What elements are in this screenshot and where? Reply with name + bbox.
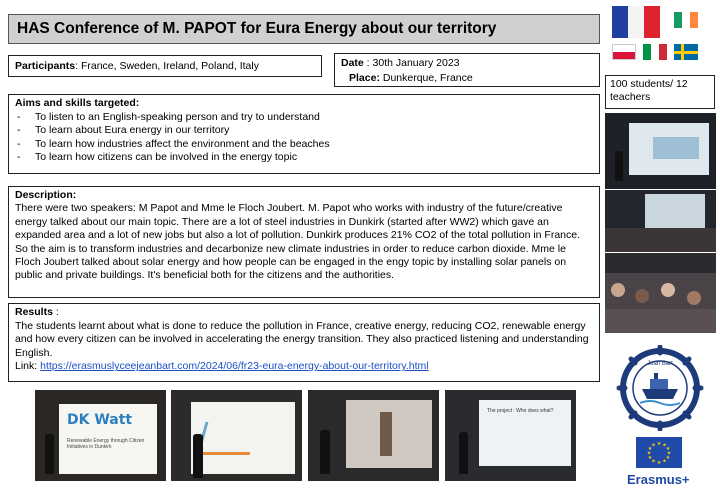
svg-text:★: ★ — [646, 450, 652, 457]
participants-value: : France, Sweden, Ireland, Poland, Italy — [75, 60, 259, 72]
svg-text:★: ★ — [656, 460, 662, 466]
aims-list — [15, 111, 593, 165]
italy-flag-icon — [643, 44, 667, 60]
svg-text:★: ★ — [656, 441, 662, 447]
svg-text:★: ★ — [651, 442, 656, 449]
description-box — [8, 186, 600, 298]
list-item: - To learn about Eura energy in our territory — [15, 124, 593, 138]
results-heading: Results — [15, 306, 53, 318]
audience-photo — [605, 253, 716, 333]
aims-box — [8, 94, 600, 174]
description-text: There were two speakers: M Papot and Mme le Floch Joubert. M. Papot who works with industry of the future/creative energy talked about our main topic. There are a lot of steel industries in Dunkirk (started after WW2) which gave an expanded area and a lot of new jobs but also a lot of pollution. Dunkirk produces 21% CO2 of the total pollution in France. So the aim is to transform industries and decarbonize new climate industries in order to reduce carbon dioxide. Mme le Floch Joubert talked about solar energy and how people can be engaged in the engy topic by installing solar panels on public and private buildings. It's beneficial both for the citizens and the authorities. — [15, 202, 581, 282]
date-place-box — [334, 53, 600, 87]
date-value: : 30th January 2023 — [363, 57, 460, 69]
slide-title: The project : Who does what? — [487, 408, 554, 414]
page-title: HAS Conference of M. PAPOT for Eura Energy about our territory — [8, 14, 600, 44]
svg-text:★: ★ — [665, 455, 671, 461]
svg-text:★: ★ — [647, 446, 653, 452]
svg-text:Jean Bart: Jean Bart — [647, 361, 673, 367]
svg-text:★: ★ — [666, 450, 672, 457]
date-label: Date — [341, 57, 364, 69]
list-item: - To listen to an English-speaking person and try to understand — [15, 111, 593, 125]
aims-heading: Aims and skills targeted: — [15, 97, 140, 109]
students-count: 100 students/ 12 teachers — [610, 78, 688, 103]
bottom-photo-3 — [308, 390, 439, 481]
ireland-flag-icon — [674, 12, 698, 28]
svg-text:★: ★ — [665, 446, 671, 452]
results-link[interactable]: https://erasmuslyceejeanbart.com/2024/06/fr23-eura-energy-about-our-territory.html — [40, 360, 429, 373]
school-logo — [612, 345, 708, 431]
place-label: Place: — [349, 72, 380, 84]
results-box: Results : The students learnt about what is done to reduce the pollution in France, creative energy, reducing CO2, renewable energy and how every citizen can be involved in accelerating the energy transition. They also practiced listening and understanding English. Link: https://erasmuslyceejeanbart.com/2024/06/fr23-eura-energy-about-our-territory.html — [8, 303, 600, 382]
students-count-box — [605, 75, 715, 109]
bottom-photo-2 — [171, 390, 302, 481]
list-item: - To learn how industries affect the environment and the beaches — [15, 138, 593, 152]
svg-text:★: ★ — [651, 458, 656, 465]
sweden-flag-icon — [674, 44, 698, 60]
slide-title: DK Watt — [67, 412, 133, 428]
svg-text:★: ★ — [662, 442, 667, 449]
svg-text:★: ★ — [662, 458, 667, 465]
place-value: Dunkerque, France — [379, 72, 473, 84]
link-label: Link: — [15, 360, 41, 373]
erasmus-label: Erasmus+ — [627, 472, 690, 487]
svg-text:★: ★ — [647, 455, 653, 461]
conference-photo-2 — [605, 190, 716, 252]
slide-subtitle: Renewable Energy through Citizen Initiatives in Dunkirk — [67, 438, 145, 450]
poland-flag-icon — [612, 44, 636, 60]
participants-label: Participants — [15, 60, 76, 72]
bottom-photo-4 — [445, 390, 576, 481]
description-heading: Description: — [15, 189, 77, 201]
france-flag-icon — [612, 6, 660, 38]
list-item: - To learn how citizens can be involved in the energy topic — [15, 151, 593, 165]
results-text: The students learnt about what is done to reduce the pollution in France, creative energy, reducing CO2, renewable energy and how every citizen can be involved in accelerating the energy transition. They also practiced listening and understanding English. — [15, 319, 589, 359]
eu-flag-icon — [636, 437, 682, 468]
participants-box — [8, 55, 322, 77]
conference-photo-1 — [605, 113, 716, 189]
bottom-photo-1 — [35, 390, 166, 481]
